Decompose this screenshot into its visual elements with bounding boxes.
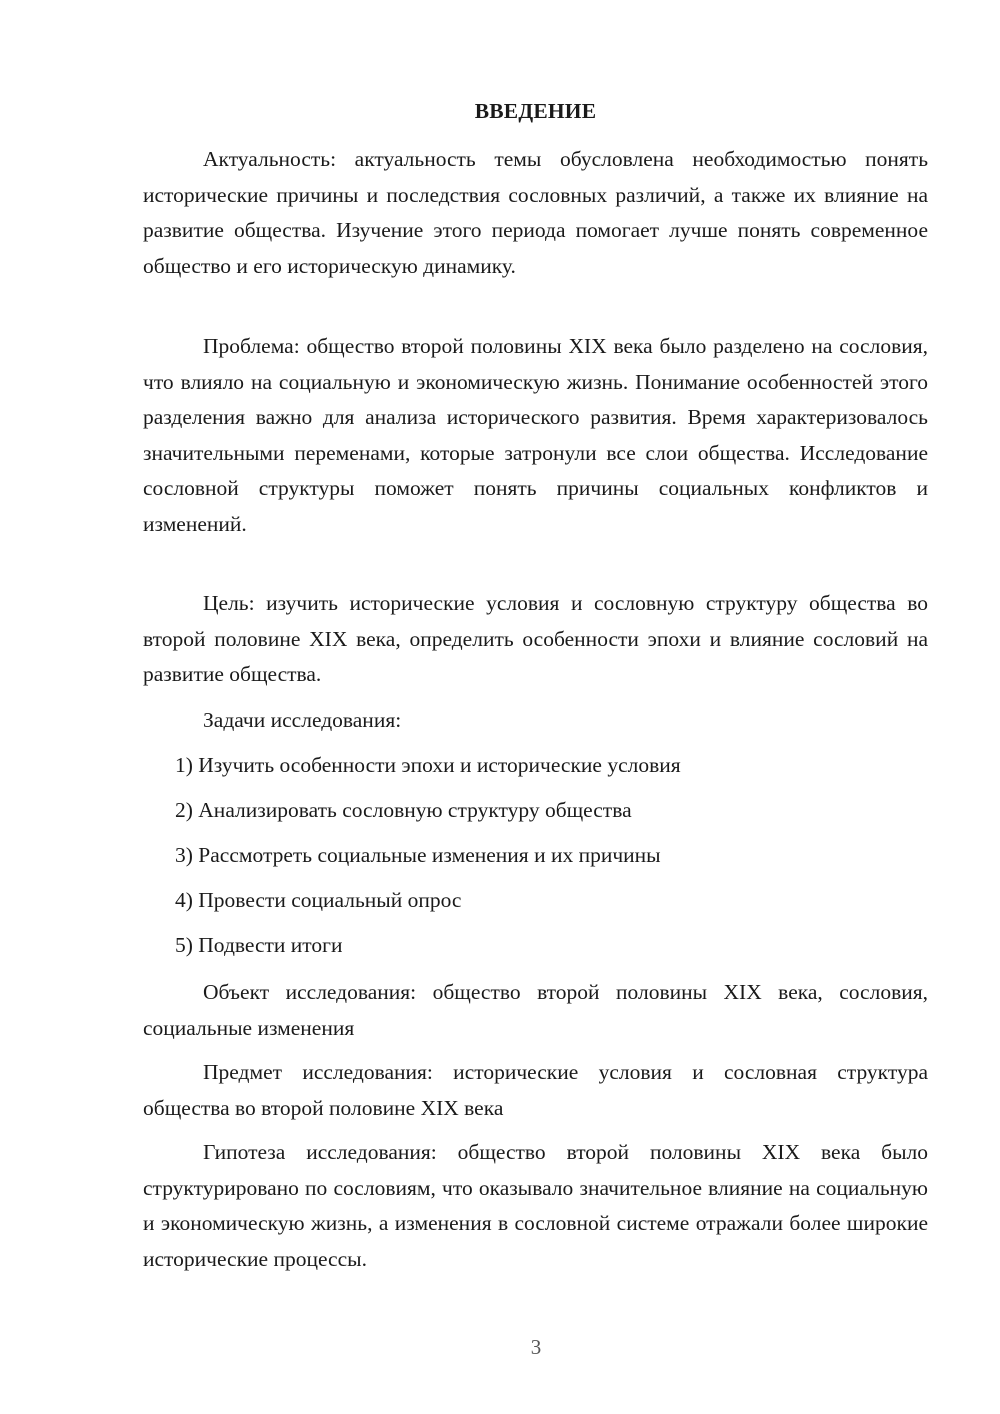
page-number: 3 — [530, 1335, 542, 1359]
tasks-heading: Задачи исследования: — [203, 708, 402, 732]
task-item: 5) Подвести итоги — [175, 933, 343, 957]
subject-paragraph: Предмет исследования: исторические условия и сословная структура общества во второй половине XIX века — [143, 1060, 928, 1120]
task-item: 2) Анализировать сословную структуру общества — [175, 798, 632, 822]
goal-paragraph: Цель: изучить исторические условия и сословную структуру общества во второй половине XIX века, определить особенности эпохи и влияние сословий на развитие общества. — [143, 591, 928, 686]
task-item: 3) Рассмотреть социальные изменения и их причины — [175, 843, 661, 867]
hypothesis-paragraph: Гипотеза исследования: общество второй половины XIX века было структурировано по сословиям, что оказывало значительное влияние на социальную и экономическую жизнь, а изменения в сословной системе отражали более широкие исторические процессы. — [143, 1140, 928, 1271]
relevance-paragraph: Актуальность: актуальность темы обусловлена необходимостью понять исторические причины и последствия сословных различий, а также их влияние на развитие общества. Изучение этого периода помогает лучше понять современное общество и его историческую динамику. — [143, 147, 928, 278]
problem-paragraph: Проблема: общество второй половины XIX века было разделено на сословия, что влияло на социальную и экономическую жизнь. Понимание особенностей этого разделения важно для анализа исторического развития. Время характеризовалось значительными переменами, которые затронули все слои общества. Исследование сословной структуры поможет понять причины социальных конфликтов и изменений. — [143, 334, 928, 536]
task-item: 4) Провести социальный опрос — [175, 888, 462, 912]
object-paragraph: Объект исследования: общество второй половины XIX века, сословия, социальные изменения — [143, 980, 928, 1040]
page-title: ВВЕДЕНИЕ — [474, 99, 597, 123]
task-item: 1) Изучить особенности эпохи и исторические условия — [175, 753, 681, 777]
